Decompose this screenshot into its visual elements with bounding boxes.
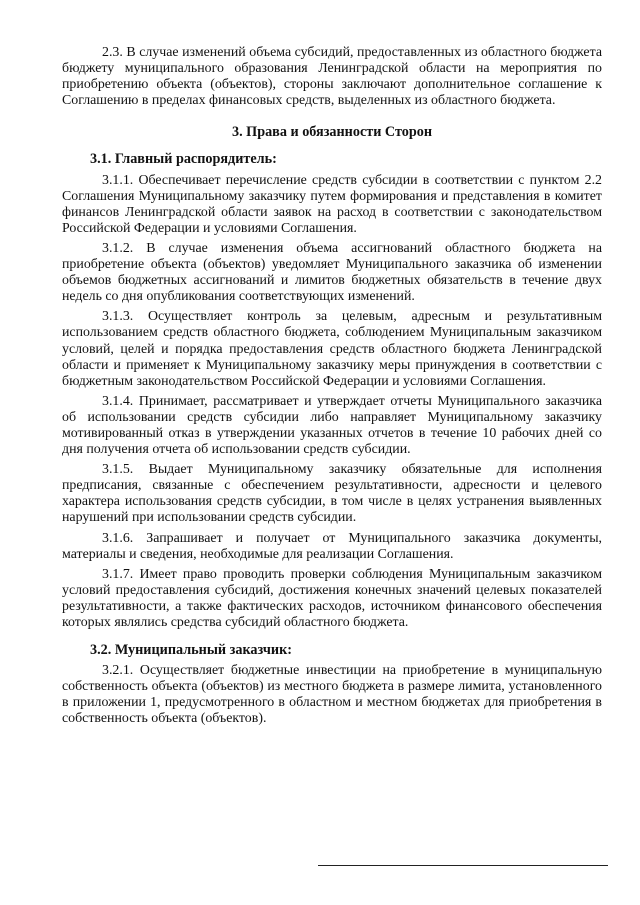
paragraph-3-1-6: 3.1.6. Запрашивает и получает от Муниципального заказчика документы, материалы и сведения, необходимые для реализации Соглашения.: [62, 530, 602, 562]
paragraph-3-1-4: 3.1.4. Принимает, рассматривает и утверждает отчеты Муниципального заказчика об использовании средств субсидии либо направляет Муниципальному заказчику мотивированный отказ в утверждении указанных отчетов в течение 10 рабочих дней со дня получения отчета об использовании средств субсидии.: [62, 393, 602, 458]
paragraph-3-2-1: 3.2.1. Осуществляет бюджетные инвестиции на приобретение в муниципальную собственность объекта (объектов) из местного бюджета в размере лимита, установленного в приложении 1, предусмотренного в областном и местном бюджетах для приобретения в собственность объекта (объектов).: [62, 663, 602, 727]
paragraph-2-3: 2.3. В случае изменений объема субсидий, предоставленных из областного бюджета бюджету муниципального образования Ленинградской области на мероприятия по приобретению объекта (объектов), стороны заключают дополнительное соглашение к Соглашению в пределах финансовых средств, выделенных из областного бюджета.: [62, 45, 602, 109]
section-title-rights-obligations: 3. Права и обязанности Сторон: [231, 124, 433, 141]
footer-rule: [318, 865, 608, 866]
paragraph-3-1-2: 3.1.2. В случае изменения объема ассигнований областного бюджета на приобретение объекта (объектов) уведомляет Муниципального заказчика об изменении объемов бюджетных ассигнований и лимитов бюджетных обязательств в течение двух недель со дня опубликования соответствующих изменений.: [62, 240, 602, 305]
paragraph-3-1-1: 3.1.1. Обеспечивает перечисление средств субсидии в соответствии с пунктом 2.2 Соглашения Муниципальному заказчику путем формирования и представления в комитет финансов Ленинградской области заявок на расход в соответствии с законодательством Российской Федерации и условиями Соглашения.: [62, 172, 602, 236]
paragraph-3-1-7: 3.1.7. Имеет право проводить проверки соблюдения Муниципальным заказчиком условий предоставления субсидий, достижения конечных значений целевых показателей результативности, а также фактических расходов, источником финансового обеспечения которых являлись средства субсидий областного бюджета.: [62, 566, 602, 630]
paragraph-3-1-5: 3.1.5. Выдает Муниципальному заказчику обязательные для исполнения предписания, связанные с обеспечением результативности, адресности и целевого характера использования средств субсидии, в том числе в целях устранения выявленных нарушений при использовании средств субсидии.: [62, 462, 602, 526]
subsection-title-municipal-customer: 3.2. Муниципальный заказчик:: [90, 642, 292, 659]
subsection-title-chief-administrator: 3.1. Главный распорядитель:: [90, 151, 277, 168]
paragraph-3-1-3: 3.1.3. Осуществляет контроль за целевым, адресным и результативным использованием средств областного бюджета, соблюдением Муниципальным заказчиком условий, целей и порядка предоставления средств областного бюджета Ленинградской области и применяет к Муниципальному заказчику меры принуждения в соответствии с бюджетным законодательством Российской Федерации и условиями Соглашения.: [62, 309, 602, 389]
document-page: [62, 45, 602, 728]
